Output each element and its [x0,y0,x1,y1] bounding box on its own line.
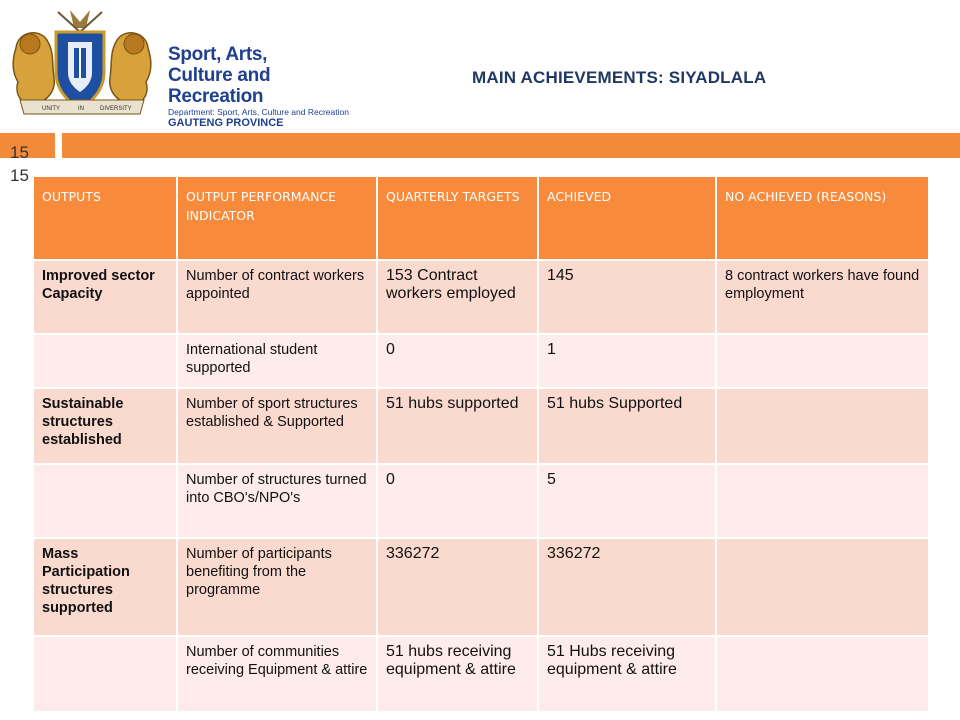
table-cell-reason: 8 contract workers have found employment [716,260,929,334]
table-cell-achieved: 51 hubs Supported [538,388,716,464]
table-row [33,464,929,538]
table-cell-reason [716,334,929,388]
table-cell-reason [716,464,929,538]
table-cell-achieved: 1 [538,334,716,388]
logo-text [168,44,349,130]
table-cell-target: 0 [377,464,538,538]
table-row [33,388,929,464]
header-no-achieved-reasons: NO ACHIEVED (REASONS) [716,176,929,260]
table-row [33,636,929,712]
table-cell-target: 51 hubs supported [377,388,538,464]
table-cell-target: 0 [377,334,538,388]
table-header-row [33,176,929,260]
department-logo [8,8,349,129]
ribbon-text-in: IN [78,106,84,112]
logo-line-2: Culture and Recreation [168,65,271,107]
logo-line-1: Sport, Arts, [168,44,268,65]
table-cell-achieved: 51 Hubs receiving equipment & attire [538,636,716,712]
table-cell-indicator: International student supported [177,334,377,388]
table-cell-achieved: 5 [538,464,716,538]
table-cell-output: Sustainable structures established [33,388,177,464]
table-cell-indicator: Number of communities receiving Equipment & attire [177,636,377,712]
table-cell-output [33,636,177,712]
ribbon-text-diversity: DIVERSITY [100,106,132,112]
table-cell-achieved: 145 [538,260,716,334]
table-cell-indicator: Number of participants benefiting from the programme [177,538,377,636]
table-cell-reason [716,538,929,636]
table-cell-target: 153 Contract workers employed [377,260,538,334]
table-cell-output: Improved sector Capacity [33,260,177,334]
coat-of-arms-icon [8,8,158,120]
table-cell-reason [716,388,929,464]
table-row [33,538,929,636]
header-output-performance-indicator: OUTPUT PERFORMANCE INDICATOR [177,176,377,260]
logo-province: GAUTENG PROVINCE [168,117,284,129]
header-quarterly-targets: QUARTERLY TARGETS [377,176,538,260]
table-cell-target: 336272 [377,538,538,636]
table-cell-target: 51 hubs receiving equipment & attire [377,636,538,712]
logo-department: Department: Sport, Arts, Culture and Recreation [168,107,349,117]
table-cell-indicator: Number of sport structures established & Supported [177,388,377,464]
table-row [33,334,929,388]
table-cell-achieved: 336272 [538,538,716,636]
accent-bar [62,133,960,158]
slide-number: 15 15 [10,143,29,185]
table-cell-output [33,334,177,388]
slide-title: MAIN ACHIEVEMENTS: SIYADLALA [472,68,767,87]
header-achieved: ACHIEVED [538,176,716,260]
table-row [33,260,929,334]
header-outputs: OUTPUTS [33,176,177,260]
table-cell-indicator: Number of contract workers appointed [177,260,377,334]
table-cell-output [33,464,177,538]
table-cell-output: Mass Participation structures supported [33,538,177,636]
table-cell-reason [716,636,929,712]
ribbon-text-unity: UNITY [42,106,60,112]
table-cell-indicator: Number of structures turned into CBO's/NPO's [177,464,377,538]
achievements-table [32,175,930,713]
